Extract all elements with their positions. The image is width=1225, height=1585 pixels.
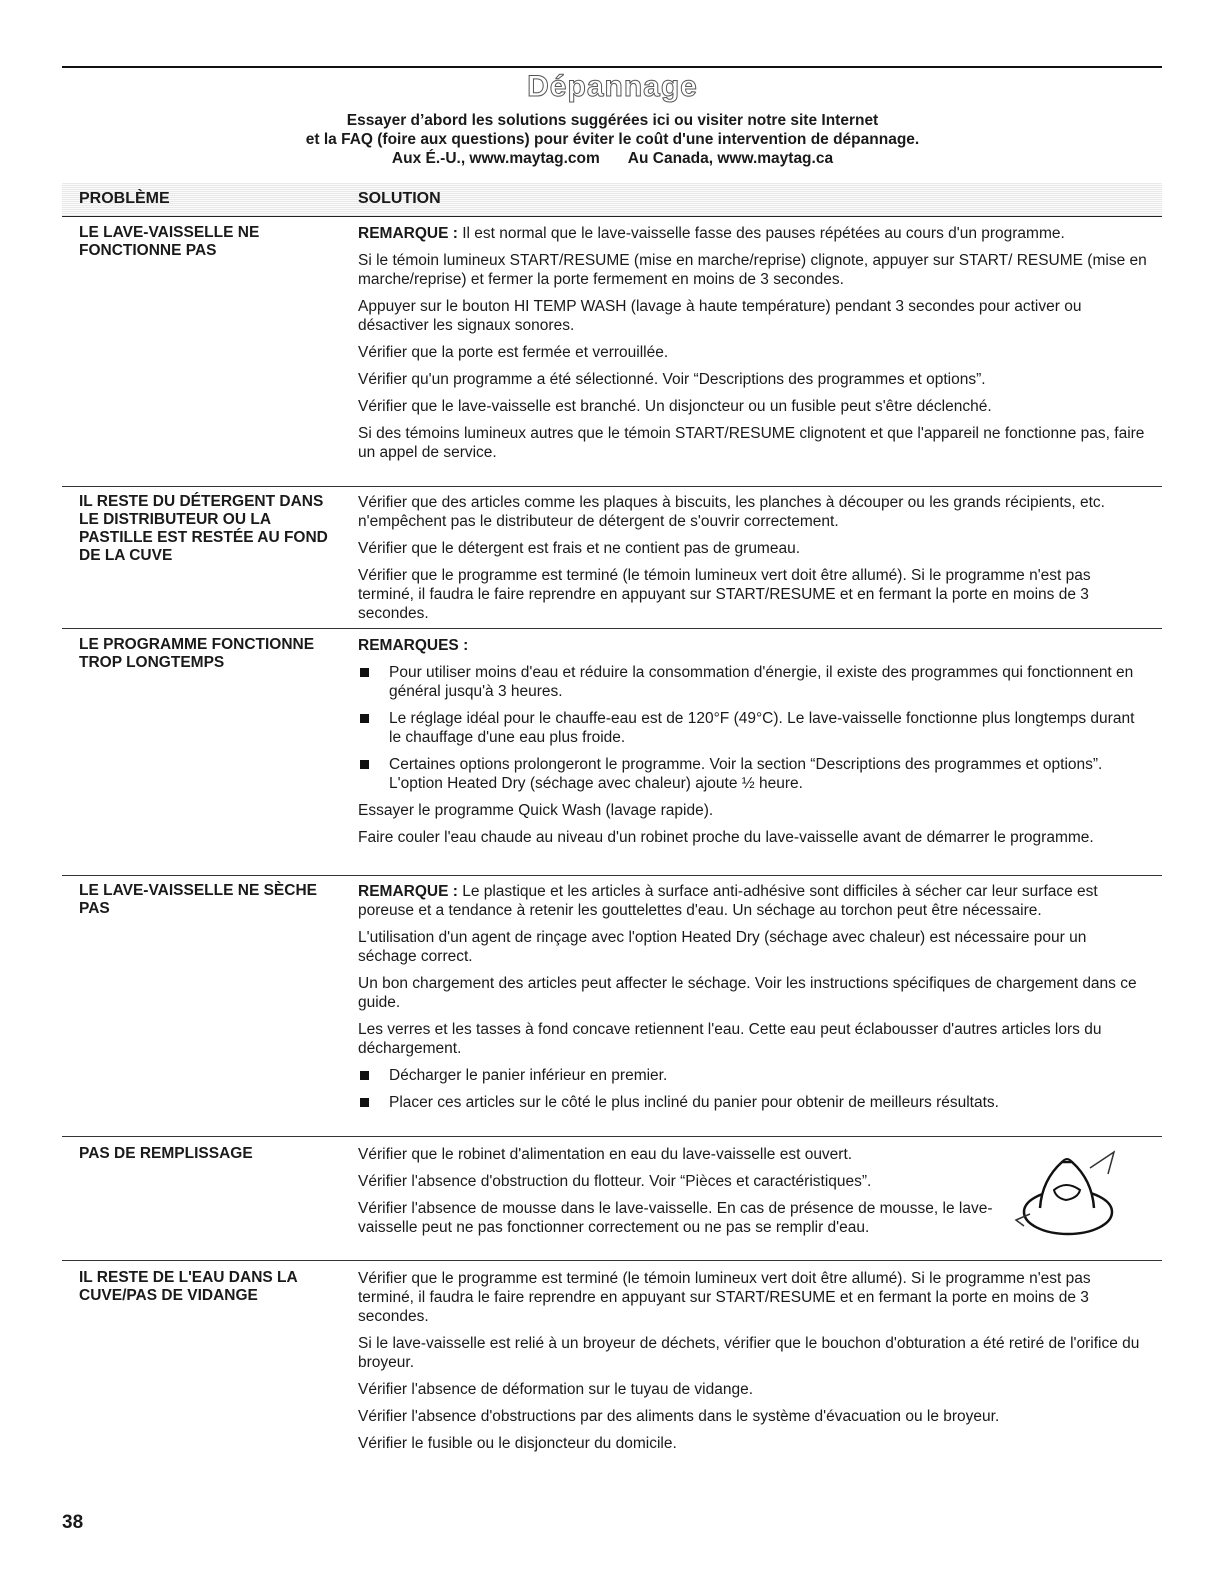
solution-text: Vérifier l'absence d'obstruction du flotteur. Voir “Pièces et caractéristiques”. [358, 1173, 872, 1190]
bullet-square-icon [360, 1098, 369, 1107]
float-diagram-icon [1010, 1150, 1120, 1240]
note-text: Il est normal que le lave-vaisselle fasse des pauses répétées au cours d'un programme. [457, 225, 1065, 242]
table-row [62, 224, 1162, 487]
bullet-square-icon [360, 760, 369, 769]
intro-text [0, 111, 1225, 168]
solution-text: Vérifier l'absence de mousse dans le lave-vaisselle. En cas de présence de mousse, le lave-vaisselle peut ne pas fonctionner correctement ou ne pas se remplir d'eau. [358, 1200, 993, 1236]
solution-text: Vérifier qu'un programme a été sélectionné. Voir “Descriptions des programmes et options”. [358, 371, 986, 388]
intro-url-ca: Au Canada, www.maytag.ca [627, 150, 834, 167]
solution-text: Vérifier que le programme est terminé (le témoin lumineux vert doit être allumé). Si le programme n'est pas terminé, il faudra le faire reprendre en appuyant sur START/RESUME et en fermant la porte en moins de 3 secondes. [358, 1270, 1091, 1325]
solution-text: Un bon chargement des articles peut affecter le séchage. Voir les instructions spécifiques de chargement dans ce guide. [358, 975, 1137, 1011]
solution-text: Vérifier que le lave-vaisselle est branché. Un disjoncteur ou un fusible peut s'être déclenché. [358, 398, 992, 415]
header-problem: PROBLÈME [79, 190, 170, 207]
solution-text: Vérifier que le robinet d'alimentation en eau du lave-vaisselle est ouvert. [358, 1146, 853, 1163]
table-row [62, 1269, 1162, 1469]
bullet-square-icon [360, 714, 369, 723]
problem-cell: LE LAVE-VAISSELLE NE FONCTIONNE PAS [79, 224, 260, 259]
bullet-item: Le réglage idéal pour le chauffe-eau est de 120°F (49°C). Le lave-vaisselle fonctionne plus longtemps durant le chauffage d'une eau plus froide. [358, 709, 1148, 747]
bullet-square-icon [360, 668, 369, 677]
solution-cell [358, 224, 1148, 470]
problem-cell: LE LAVE-VAISSELLE NE SÈCHE PAS [79, 882, 317, 917]
bullet-item: Placer ces articles sur le côté le plus incliné du panier pour obtenir de meilleurs résultats. [358, 1093, 1148, 1112]
solution-cell [358, 882, 1148, 1120]
solution-text: Vérifier le fusible ou le disjoncteur du domicile. [358, 1435, 677, 1452]
bullet-item: Certaines options prolongeront le programme. Voir la section “Descriptions des programmes et options”. L'option Heated Dry (séchage avec chaleur) ajoute ½ heure. [358, 755, 1148, 793]
table-row [62, 882, 1162, 1137]
header-solution: SOLUTION [358, 190, 441, 207]
solution-text: Vérifier que le programme est terminé (le témoin lumineux vert doit être allumé). Si le programme n'est pas terminé, il faudra le faire reprendre en appuyant sur START/RESUME et en fermant la porte en moins de 3 secondes. [358, 567, 1091, 622]
problem-cell: IL RESTE DU DÉTERGENT DANS LE DISTRIBUTEUR OU LA PASTILLE EST RESTÉE AU FOND DE LA CUVE [79, 493, 328, 564]
note-text: Le plastique et les articles à surface anti-adhésive sont difficiles à sécher car leur surface est poreuse et a tendance à retenir les gouttelettes d'eau. Un séchage au torchon peut être nécessaire. [358, 883, 1098, 919]
solution-text: Vérifier l'absence d'obstructions par des aliments dans le système d'évacuation ou le broyeur. [358, 1408, 1000, 1425]
solution-text: Vérifier que des articles comme les plaques à biscuits, les planches à découper ou les grands récipients, etc. n'empêchent pas le distributeur de détergent de s'ouvrir correctement. [358, 494, 1105, 530]
intro-line-1: Essayer d’abord les solutions suggérées ici ou visiter notre site Internet [346, 112, 879, 129]
solution-cell [358, 493, 1148, 631]
intro-url-us: Aux É.-U., www.maytag.com [391, 150, 600, 167]
solution-text: Les verres et les tasses à fond concave retiennent l'eau. Cette eau peut éclabousser d'autres articles lors du déchargement. [358, 1021, 1102, 1057]
note-label: REMARQUES : [358, 637, 469, 654]
solution-text: Appuyer sur le bouton HI TEMP WASH (lavage à haute température) pendant 3 secondes pour activer ou désactiver les signaux sonores. [358, 298, 1082, 334]
bullet-item: Pour utiliser moins d'eau et réduire la consommation d'énergie, il existe des programmes qui fonctionnent en général jusqu'à 3 heures. [358, 663, 1148, 701]
solution-text: Vérifier l'absence de déformation sur le tuyau de vidange. [358, 1381, 754, 1398]
note-label: REMARQUE : [358, 883, 458, 900]
solution-cell [358, 636, 1148, 855]
page-title: Dépannage [527, 70, 698, 103]
solution-text: Vérifier que la porte est fermée et verrouillée. [358, 344, 669, 361]
solution-text: Faire couler l'eau chaude au niveau d'un robinet proche du lave-vaisselle avant de démarrer le programme. [358, 829, 1094, 846]
problem-cell: IL RESTE DE L'EAU DANS LA CUVE/PAS DE VIDANGE [79, 1269, 298, 1304]
table-row [62, 636, 1162, 876]
table-header [62, 183, 1162, 217]
solution-text: Si des témoins lumineux autres que le témoin START/RESUME clignotent et que l'appareil ne fonctionne pas, faire un appel de service. [358, 425, 1145, 461]
solution-text: Essayer le programme Quick Wash (lavage rapide). [358, 802, 714, 819]
solution-cell [358, 1145, 998, 1245]
table-row [62, 493, 1162, 629]
solution-text: L'utilisation d'un agent de rinçage avec l'option Heated Dry (séchage avec chaleur) est nécessaire pour un séchage correct. [358, 929, 1087, 965]
table-row [62, 1145, 1162, 1261]
page-number: 38 [62, 1512, 84, 1533]
solution-text: Vérifier que le détergent est frais et ne contient pas de grumeau. [358, 540, 801, 557]
note-label: REMARQUE : [358, 225, 458, 242]
problem-cell: PAS DE REMPLISSAGE [79, 1145, 253, 1162]
problem-cell: LE PROGRAMME FONCTIONNE TROP LONGTEMPS [79, 636, 315, 671]
solution-text: Si le témoin lumineux START/RESUME (mise en marche/reprise) clignote, appuyer sur START/ RESUME (mise en marche/reprise) et fermer la porte fermement en moins de 3 secondes. [358, 252, 1147, 288]
solution-cell [358, 1269, 1148, 1461]
top-rule [62, 66, 1162, 68]
bullet-square-icon [360, 1071, 369, 1080]
intro-line-2: et la FAQ (foire aux questions) pour éviter le coût d'une intervention de dépannage. [305, 131, 920, 148]
bullet-item: Décharger le panier inférieur en premier. [358, 1066, 1148, 1085]
solution-text: Si le lave-vaisselle est relié à un broyeur de déchets, vérifier que le bouchon d'obturation a été retiré de l'orifice du broyeur. [358, 1335, 1140, 1371]
